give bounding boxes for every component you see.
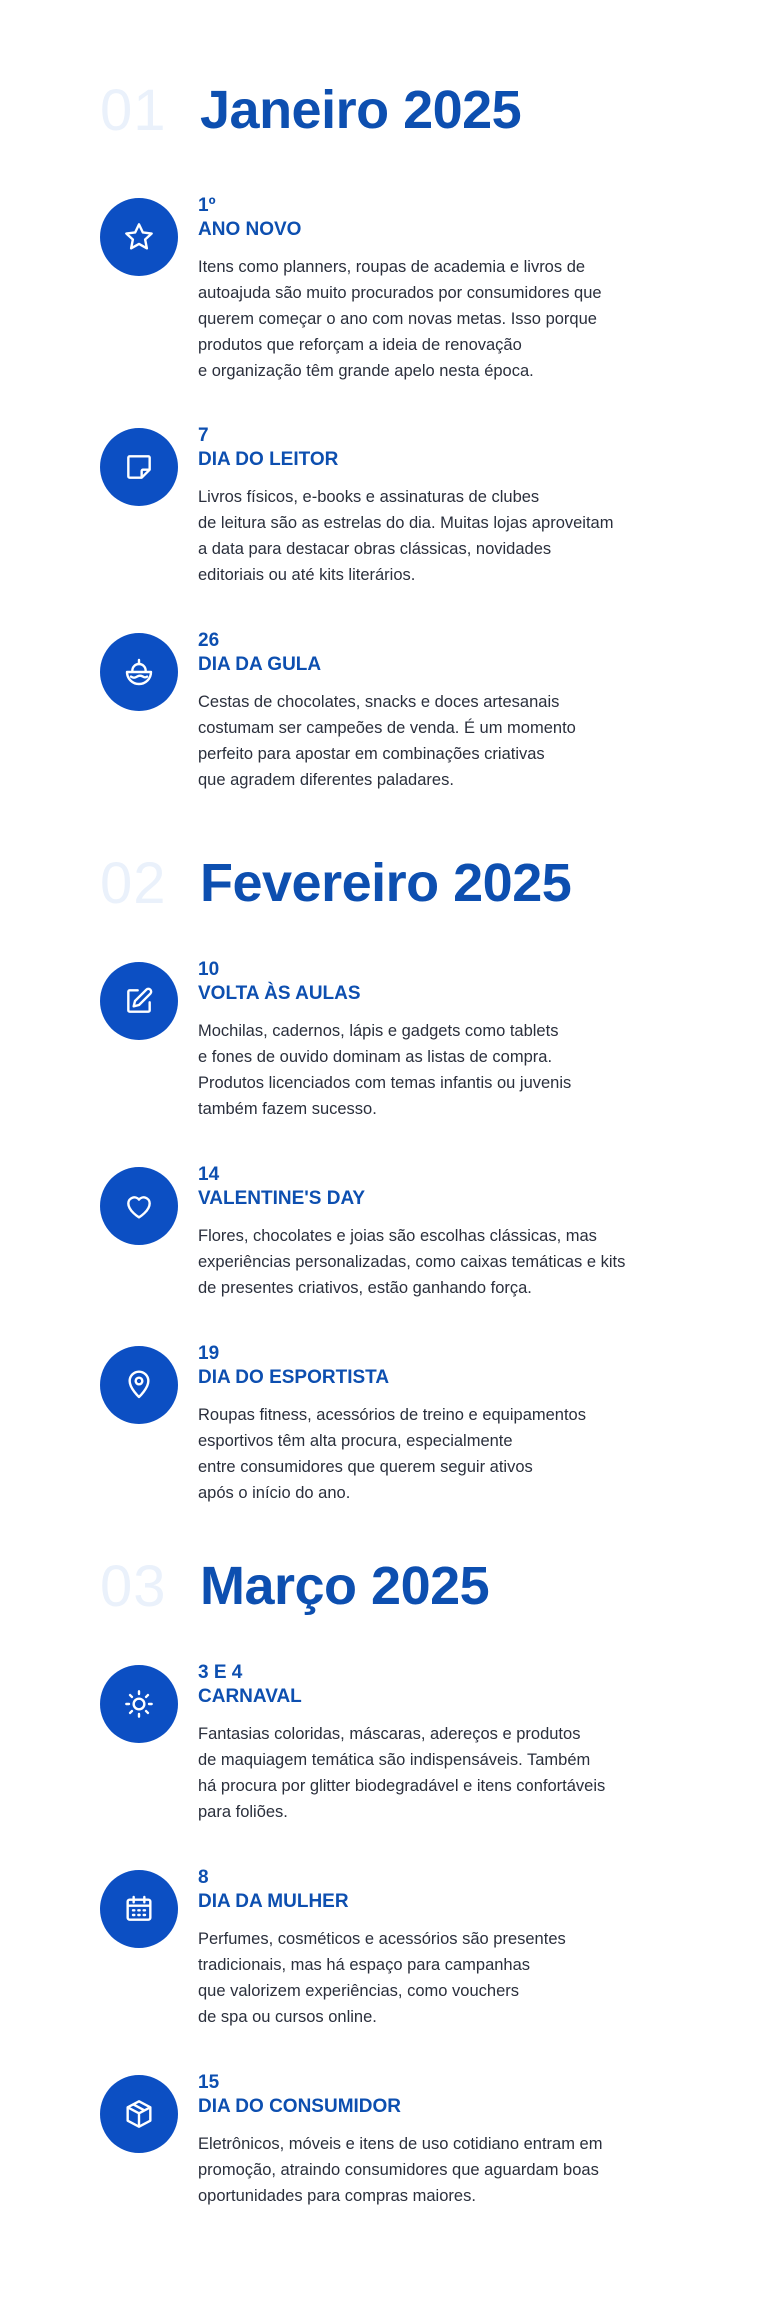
event-date: 8 (198, 1867, 209, 1888)
event-date: 3 E 4 (198, 1662, 243, 1683)
event-description: Eletrônicos, móveis e itens de uso cotidiano entram em promoção, atraindo consumidores que aguardam boas oportunidades para compras maiores. (198, 2135, 603, 2205)
event-name: DIA DO LEITOR (198, 449, 339, 470)
sun-icon (100, 1665, 178, 1743)
month-title: Março 2025 (200, 1556, 490, 1616)
event-description: Fantasias coloridas, máscaras, adereços e produtos de maquiagem temática são indispensáveis. Também há procura por glitter biodegradável e itens confortáveis para foliões. (198, 1725, 606, 1821)
heart-icon (100, 1167, 178, 1245)
event-date: 10 (198, 959, 220, 980)
event-description: Cestas de chocolates, snacks e doces artesanais costumam ser campeões de venda. É um momento perfeito para apostar em combinações criativas que agradem diferentes paladares. (198, 693, 576, 789)
event-name: VOLTA ÀS AULAS (198, 983, 361, 1004)
month-title: Janeiro 2025 (200, 80, 522, 140)
event-description: Livros físicos, e-books e assinaturas de clubes de leitura são as estrelas do dia. Muitas lojas aproveitam a data para destacar obras clássicas, novidades editoriais ou até kits literários. (198, 488, 614, 584)
event-description: Roupas fitness, acessórios de treino e equipamentos esportivos têm alta procura, especialmente entre consumidores que querem seguir ativos após o início do ano. (198, 1406, 586, 1502)
month-number: 01 (100, 77, 167, 143)
month-header-march (100, 1541, 489, 1631)
event-description: Perfumes, cosméticos e acessórios são presentes tradicionais, mas há espaço para campanhas que valorizem experiências, como vouchers de spa ou cursos online. (198, 1930, 566, 2026)
package-icon (100, 2075, 178, 2153)
event-name: DIA DO ESPORTISTA (198, 1367, 390, 1388)
dessert-bowl-icon (100, 633, 178, 711)
month-title: Fevereiro 2025 (200, 853, 572, 913)
month-header-february (100, 838, 571, 928)
event-date: 7 (198, 425, 209, 446)
event-date: 15 (198, 2072, 220, 2093)
event-description: Mochilas, cadernos, lápis e gadgets como tablets e fones de ouvido dominam as listas de compra. Produtos licenciados com temas infantis ou juvenis também fazem sucesso. (198, 1022, 572, 1118)
event-name: DIA DA MULHER (198, 1891, 349, 1912)
pencil-square-icon (100, 962, 178, 1040)
event-date: 1º (198, 195, 216, 216)
event-date: 14 (198, 1164, 220, 1185)
event-name: CARNAVAL (198, 1686, 302, 1707)
sticky-note-icon (100, 428, 178, 506)
event-date: 26 (198, 630, 220, 651)
event-description: Itens como planners, roupas de academia e livros de autoajuda são muito procurados por consumidores que querem começar o ano com novas metas. Isso porque produtos que reforçam a ideia de renovação e organização têm grande apelo nesta época. (198, 258, 602, 380)
month-number: 02 (100, 850, 167, 916)
map-pin-icon (100, 1346, 178, 1424)
calendar-icon (100, 1870, 178, 1948)
event-name: ANO NOVO (198, 219, 302, 240)
month-header-january (100, 65, 521, 155)
event-name: DIA DO CONSUMIDOR (198, 2096, 402, 2117)
month-number: 03 (100, 1553, 167, 1619)
event-date: 19 (198, 1343, 220, 1364)
event-description: Flores, chocolates e joias são escolhas clássicas, mas experiências personalizadas, como caixas temáticas e kits de presentes criativos, estão ganhando força. (198, 1227, 626, 1297)
star-icon (100, 198, 178, 276)
event-name: DIA DA GULA (198, 654, 322, 675)
event-name: VALENTINE'S DAY (198, 1188, 366, 1209)
